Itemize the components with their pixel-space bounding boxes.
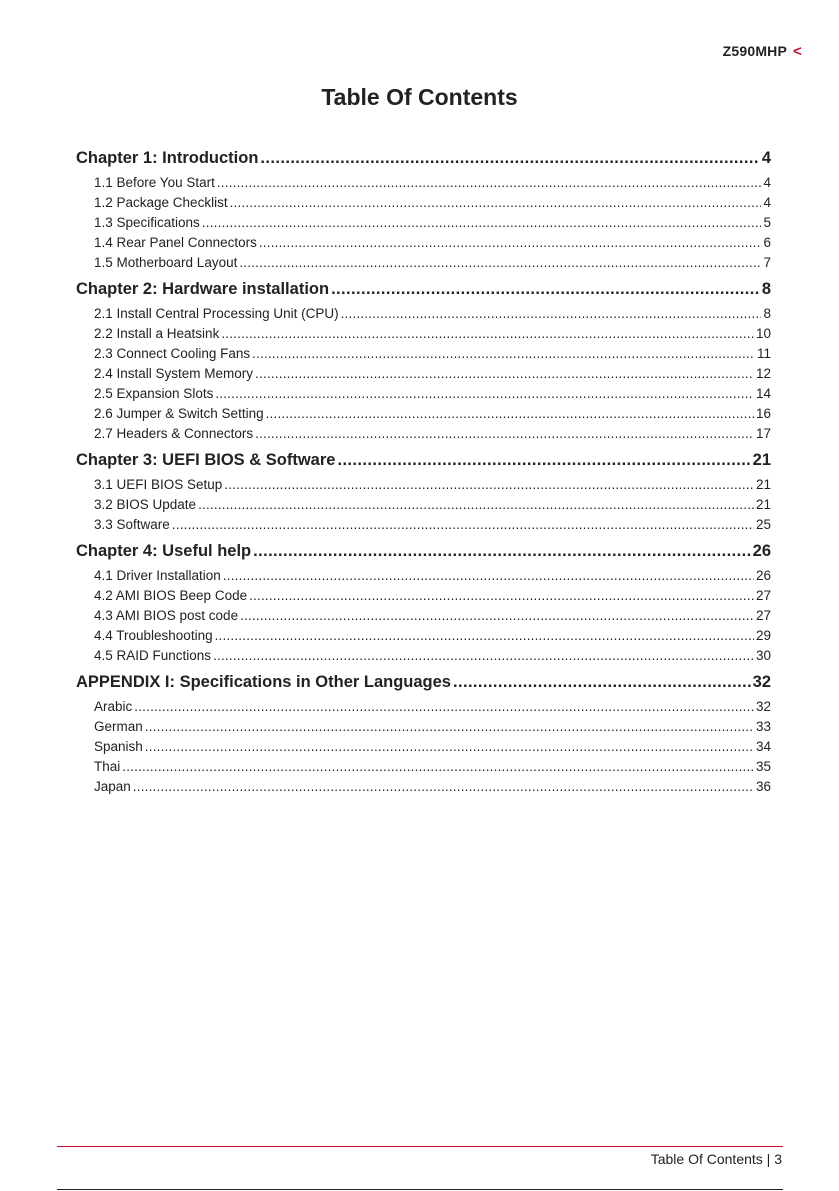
toc-leader-dots [213,646,754,666]
toc-entry-title: 2.5 Expansion Slots [94,386,214,401]
toc-leader-dots [253,539,751,563]
toc-chapter-title: Chapter 2: Hardware installation [76,280,330,298]
toc-leader-dots [259,233,762,253]
toc-entry-title: 4.4 Troubleshooting [94,628,213,643]
toc-entry-page: 12 [755,366,771,381]
toc-entry-title: 4.5 RAID Functions [94,648,212,663]
toc-chapter-block [76,146,771,273]
toc-entry-title: 3.3 Software [94,517,170,532]
toc-entry-title: 4.1 Driver Installation [94,568,221,583]
toc-entry[interactable] [76,606,771,626]
toc-entry-page: 36 [755,779,771,794]
toc-entry-page: 16 [755,406,771,421]
toc-entry-title: Japan [94,779,131,794]
toc-leader-dots [341,304,762,324]
toc-entry-page: 21 [755,497,771,512]
toc-leader-dots [255,364,754,384]
toc-entry-title: 1.4 Rear Panel Connectors [94,235,257,250]
toc-entry[interactable] [76,626,771,646]
toc-entry-title: Spanish [94,739,143,754]
toc-chapter-entry[interactable] [76,448,771,472]
toc-leader-dots [453,670,751,694]
toc-leader-dots [230,193,762,213]
toc-entry-title: Arabic [94,699,133,714]
page-header [723,42,802,60]
toc-leader-dots [221,324,754,344]
toc-entry-page: 25 [755,517,771,532]
toc-chapter-entry[interactable] [76,539,771,563]
toc-entry-title: German [94,719,143,734]
toc-entry[interactable] [76,777,771,797]
toc-entry[interactable] [76,404,771,424]
toc-leader-dots [252,344,755,364]
toc-entry-title: 1.1 Before You Start [94,175,215,190]
toc-leader-dots [260,146,759,170]
toc-chapter-block [76,539,771,666]
toc-entry-page: 4 [763,195,771,210]
toc-entry[interactable] [76,566,771,586]
toc-leader-dots [133,777,754,797]
footer [651,1151,782,1167]
toc-entry-title: 3.2 BIOS Update [94,497,197,512]
toc-leader-dots [172,515,754,535]
footer-divider-red [57,1146,783,1147]
toc-entry-page: 29 [755,628,771,643]
toc-entry-page: 30 [755,648,771,663]
chevron-left-icon: < [793,42,802,60]
toc-entry-page: 14 [755,386,771,401]
toc-entry-title: 2.2 Install a Heatsink [94,326,220,341]
toc-entry[interactable] [76,193,771,213]
toc-entry-title: 1.2 Package Checklist [94,195,228,210]
toc-leader-dots [240,606,754,626]
toc-entry-page: 6 [763,235,771,250]
toc-chapter-entry[interactable] [76,670,771,694]
toc-entry[interactable] [76,717,771,737]
toc-leader-dots [198,495,754,515]
toc-entry[interactable] [76,173,771,193]
toc-leader-dots [223,566,754,586]
toc-entry-page: 35 [755,759,771,774]
toc-chapter-title: Chapter 3: UEFI BIOS & Software [76,451,336,469]
toc-leader-dots [145,737,754,757]
toc-leader-dots [331,277,760,301]
toc-chapter-block [76,277,771,444]
toc-entry[interactable] [76,495,771,515]
toc-entry-title: Thai [94,759,121,774]
toc-chapter-page: 26 [752,542,771,560]
toc-entry[interactable] [76,364,771,384]
toc-entry[interactable] [76,384,771,404]
toc-entry-page: 7 [763,255,771,270]
footer-divider-bottom [57,1189,783,1190]
toc-chapter-block [76,448,771,535]
toc-entry-title: 2.7 Headers & Connectors [94,426,254,441]
toc-leader-dots [215,384,754,404]
footer-page-number: 3 [774,1151,782,1167]
toc-entry[interactable] [76,586,771,606]
toc-entry-page: 32 [755,699,771,714]
toc-entry[interactable] [76,344,771,364]
toc-entry-title: 2.6 Jumper & Switch Setting [94,406,264,421]
toc-leader-dots [255,424,754,444]
table-of-contents [76,142,771,797]
toc-entry-page: 17 [755,426,771,441]
toc-entry-page: 10 [755,326,771,341]
toc-entry-title: 1.3 Specifications [94,215,200,230]
toc-entry-page: 4 [763,175,771,190]
toc-entry[interactable] [76,646,771,666]
toc-entry-title: 2.1 Install Central Processing Unit (CPU) [94,306,339,321]
toc-chapter-page: 4 [761,149,771,167]
toc-entry-page: 26 [755,568,771,583]
toc-entry-page: 27 [755,608,771,623]
toc-entry-page: 27 [755,588,771,603]
toc-entry[interactable] [76,324,771,344]
toc-chapter-page: 32 [752,673,771,691]
toc-entry-title: 2.4 Install System Memory [94,366,254,381]
toc-entry[interactable] [76,737,771,757]
toc-entry-page: 33 [755,719,771,734]
toc-chapter-title: Chapter 1: Introduction [76,149,259,167]
toc-chapter-entry[interactable] [76,277,771,301]
toc-leader-dots [239,253,761,273]
toc-chapter-title: Chapter 4: Useful help [76,542,252,560]
toc-entry[interactable] [76,213,771,233]
page-title: Table Of Contents [321,84,518,110]
toc-chapter-title: APPENDIX I: Specifications in Other Languages [76,673,451,691]
toc-leader-dots [202,213,762,233]
toc-entry[interactable] [76,697,771,717]
toc-entry[interactable] [76,515,771,535]
toc-entry-page: 11 [756,346,771,361]
toc-entry-page: 21 [755,477,771,492]
toc-entry-title: 3.1 UEFI BIOS Setup [94,477,223,492]
toc-entry-title: 1.5 Motherboard Layout [94,255,238,270]
toc-leader-dots [122,757,754,777]
toc-chapter-block [76,670,771,797]
toc-entry[interactable] [76,253,771,273]
toc-chapter-entry[interactable] [76,146,771,170]
toc-entry[interactable] [76,304,771,324]
model-name: Z590MHP [722,43,788,59]
toc-leader-dots [266,404,754,424]
toc-entry[interactable] [76,475,771,495]
toc-chapter-page: 8 [761,280,771,298]
toc-entry-title: 4.2 AMI BIOS Beep Code [94,588,248,603]
toc-leader-dots [134,697,754,717]
toc-chapter-page: 21 [752,451,771,469]
toc-leader-dots [249,586,754,606]
toc-entry-page: 5 [763,215,771,230]
toc-leader-dots [145,717,754,737]
toc-entry-page: 8 [763,306,771,321]
toc-entry-title: 4.3 AMI BIOS post code [94,608,239,623]
footer-separator: | [766,1151,771,1167]
toc-entry[interactable] [76,424,771,444]
toc-entry[interactable] [76,757,771,777]
toc-leader-dots [217,173,762,193]
toc-entry-title: 2.3 Connect Cooling Fans [94,346,251,361]
toc-entry-page: 34 [755,739,771,754]
toc-entry[interactable] [76,233,771,253]
toc-leader-dots [224,475,754,495]
footer-section: Table Of Contents [650,1151,763,1167]
toc-leader-dots [337,448,750,472]
toc-leader-dots [215,626,754,646]
